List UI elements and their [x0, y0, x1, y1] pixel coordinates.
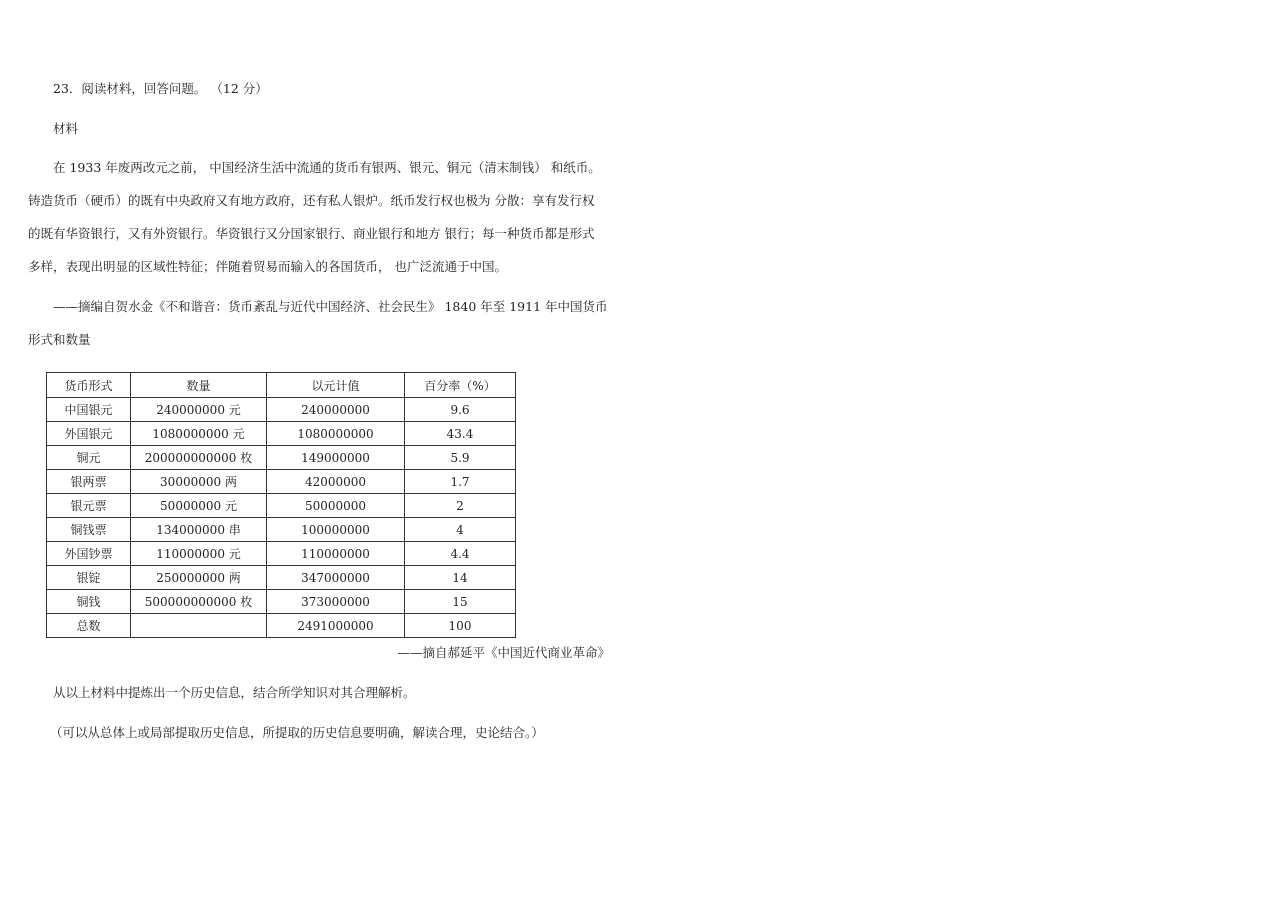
- table-cell: 500000000000 枚: [131, 590, 267, 614]
- table-cell: 100000000: [267, 518, 405, 542]
- answer-hint: （可以从总体上或局部提取历史信息，所提取的历史信息要明确，解读合理，史论结合。）: [50, 725, 544, 740]
- table-cell: 1.7: [405, 470, 516, 494]
- table-cell: 铜钱: [47, 590, 131, 614]
- table-cell: 银锭: [47, 566, 131, 590]
- table-cell: 30000000 两: [131, 470, 267, 494]
- table-cell: 100: [405, 614, 516, 638]
- table-row: [47, 470, 516, 494]
- table-total-row: [47, 614, 516, 638]
- table-cell: 银两票: [47, 470, 131, 494]
- table-cell: 50000000 元: [131, 494, 267, 518]
- table-cell: 1080000000 元: [131, 422, 267, 446]
- table-cell: 中国银元: [47, 398, 131, 422]
- table-cell: [131, 614, 267, 638]
- question-prompt: 从以上材料中提炼出一个历史信息，结合所学知识对其合理解析。: [53, 685, 416, 700]
- table-cell: 4: [405, 518, 516, 542]
- table-cell: 银元票: [47, 494, 131, 518]
- table-cell: 50000000: [267, 494, 405, 518]
- citation-line: 形式和数量: [28, 332, 91, 347]
- table-cell: 9.6: [405, 398, 516, 422]
- paragraph-line: 的既有华资银行，又有外资银行。华资银行又分国家银行、商业银行和地方 银行；每一种货币都是形式: [28, 226, 595, 241]
- table-cell: 42000000: [267, 470, 405, 494]
- table-row: [47, 566, 516, 590]
- table-header-row: [47, 373, 516, 398]
- table-cell: 15: [405, 590, 516, 614]
- table-row: [47, 542, 516, 566]
- table-cell: 1080000000: [267, 422, 405, 446]
- paragraph-line: 铸造货币（硬币）的既有中央政府又有地方政府，还有私人银炉。纸币发行权也极为 分散：享有发行权: [28, 193, 595, 208]
- header-cell: 数量: [131, 373, 267, 398]
- table-row: [47, 446, 516, 470]
- table-row: [47, 422, 516, 446]
- table-row: [47, 398, 516, 422]
- header-cell: 以元计值: [267, 373, 405, 398]
- paragraph-line: 在 1933 年废两改元之前， 中国经济生活中流通的货币有银两、银元、铜元（清末制钱） 和纸币。: [53, 160, 601, 175]
- currency-table: [46, 372, 516, 638]
- table-citation: ——摘自郝延平《中国近代商业革命》: [397, 645, 610, 660]
- table-cell: 250000000 两: [131, 566, 267, 590]
- table-cell: 铜元: [47, 446, 131, 470]
- header-cell: 百分率（%）: [405, 373, 516, 398]
- table-cell: 14: [405, 566, 516, 590]
- table-cell: 2491000000: [267, 614, 405, 638]
- citation-line: ——摘编自贺水金《不和谐音：货币紊乱与近代中国经济、社会民生》 1840 年至 1911 年中国货币: [53, 299, 608, 314]
- table-cell: 外国钞票: [47, 542, 131, 566]
- table-cell: 4.4: [405, 542, 516, 566]
- table-cell: 2: [405, 494, 516, 518]
- table-cell: 外国银元: [47, 422, 131, 446]
- table-cell: 347000000: [267, 566, 405, 590]
- table-cell: 373000000: [267, 590, 405, 614]
- material-label: 材料: [53, 121, 79, 136]
- table-cell: 总数: [47, 614, 131, 638]
- table-cell: 200000000000 枚: [131, 446, 267, 470]
- table-cell: 铜钱票: [47, 518, 131, 542]
- table-row: [47, 494, 516, 518]
- table-row: [47, 590, 516, 614]
- table-cell: 43.4: [405, 422, 516, 446]
- table-cell: 134000000 串: [131, 518, 267, 542]
- table-cell: 5.9: [405, 446, 516, 470]
- header-cell: 货币形式: [47, 373, 131, 398]
- table-row: [47, 518, 516, 542]
- table-cell: 110000000 元: [131, 542, 267, 566]
- table-cell: 149000000: [267, 446, 405, 470]
- question-title: 23．阅读材料，回答问题。 （12 分）: [53, 81, 268, 96]
- paragraph-line: 多样，表现出明显的区域性特征；伴随着贸易而输入的各国货币， 也广泛流通于中国。: [28, 259, 507, 274]
- table-cell: 110000000: [267, 542, 405, 566]
- table-cell: 240000000 元: [131, 398, 267, 422]
- table-cell: 240000000: [267, 398, 405, 422]
